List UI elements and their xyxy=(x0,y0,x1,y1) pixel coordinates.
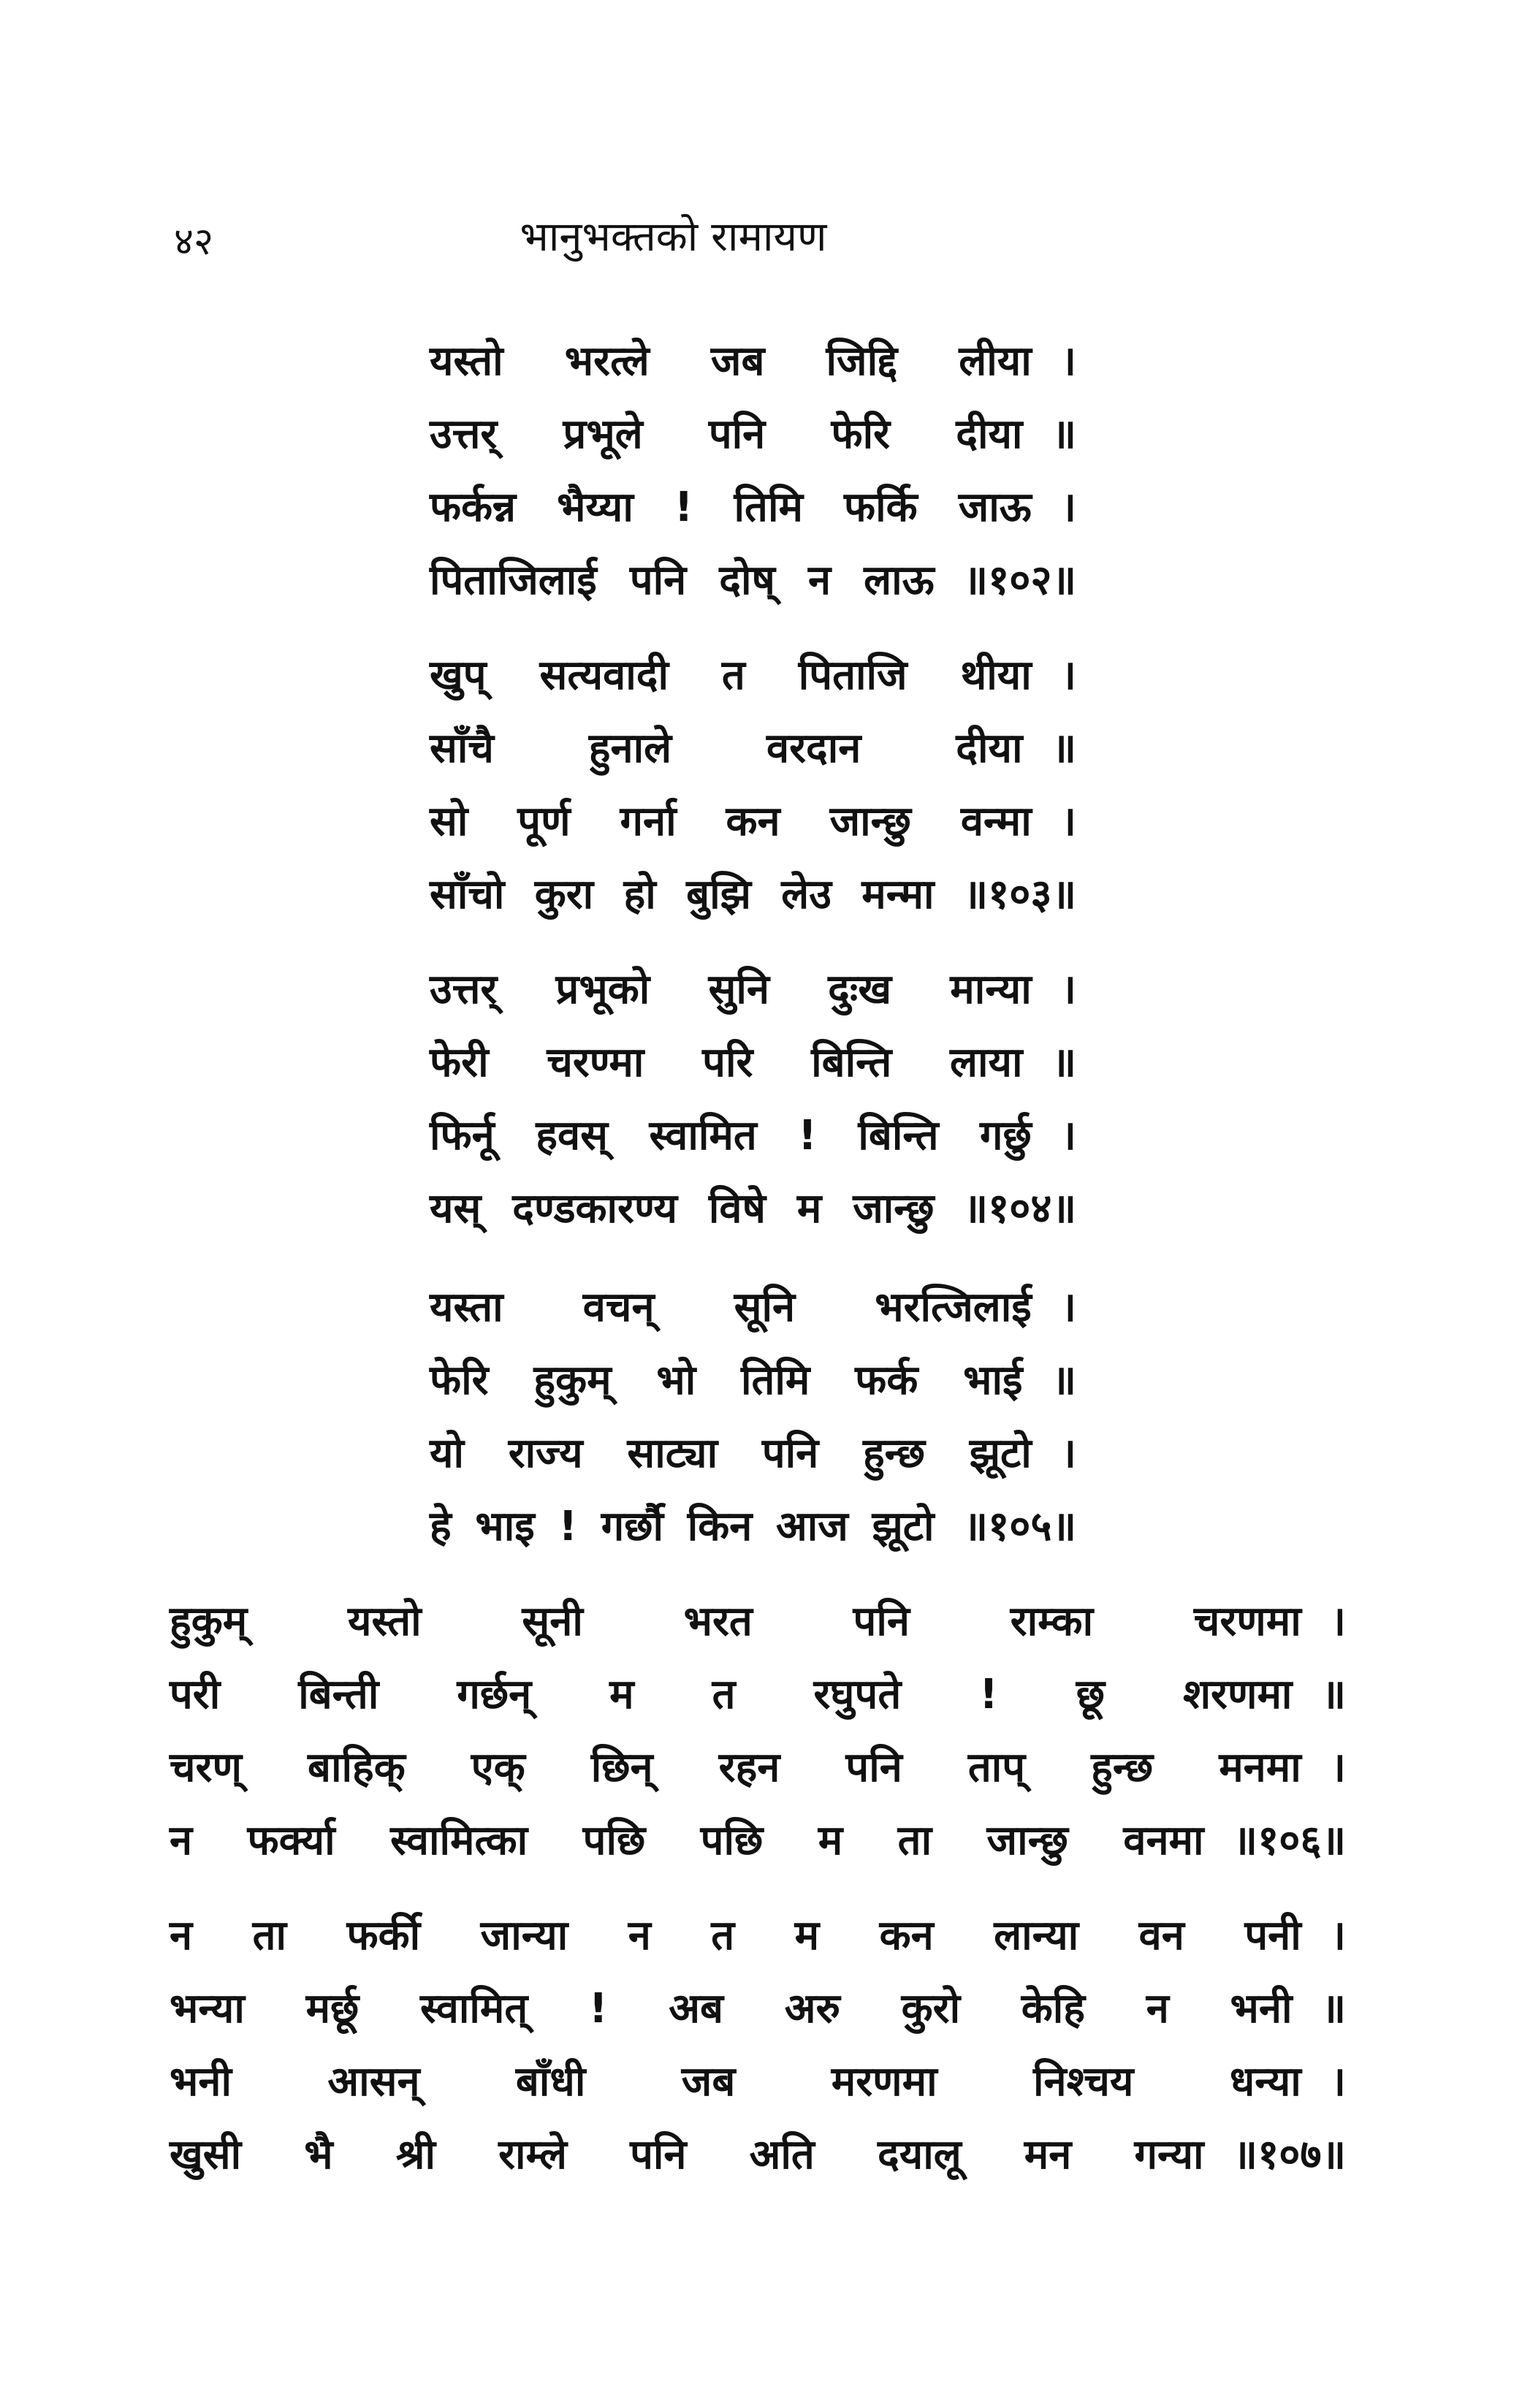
verse-danda: ॥ xyxy=(1051,725,1076,772)
verse-line xyxy=(170,1658,1346,1731)
verse-line xyxy=(430,712,1076,785)
verse-number: ॥१०४॥ xyxy=(963,1185,1076,1232)
verse-line xyxy=(430,544,1076,617)
verse-danda: । xyxy=(1330,1744,1346,1791)
stanza-102 xyxy=(430,325,1076,617)
verse-line xyxy=(430,325,1076,398)
verse-text: यस्तो भरत्ले जब जिद्दि लीया xyxy=(430,338,1032,385)
verse-danda: । xyxy=(1330,1598,1346,1645)
verse-text: सो पूर्ण गर्ना कन जान्छु वन्मा xyxy=(430,798,1032,845)
verse-text: खुप् सत्यवादी त पिताजि थीया xyxy=(430,652,1032,699)
verse-danda: । xyxy=(1060,1284,1076,1331)
verse-line xyxy=(430,1100,1076,1173)
stanza-107 xyxy=(170,1900,1346,2192)
running-title: भानुभक्तको रामायण xyxy=(520,213,827,261)
verse-danda: ॥ xyxy=(1321,1671,1346,1718)
verse-line xyxy=(430,471,1076,544)
verse-line xyxy=(430,785,1076,858)
verse-danda: ॥ xyxy=(1051,411,1076,458)
page-header xyxy=(0,212,1522,270)
verse-text: हुकुम् यस्तो सूनी भरत पनि राम्का चरणमा xyxy=(170,1598,1301,1645)
verse-danda: । xyxy=(1060,966,1076,1013)
verse-number: ॥१०७॥ xyxy=(1233,2131,1346,2179)
verse-danda: । xyxy=(1060,1112,1076,1159)
verse-line xyxy=(170,1900,1346,1973)
verse-number: ॥१०६॥ xyxy=(1233,1817,1346,1864)
stanza-106 xyxy=(170,1585,1346,1878)
verse-line xyxy=(170,2046,1346,2119)
verse-number: ॥१०५॥ xyxy=(963,1503,1076,1550)
verse-text: उत्तर् प्रभूले पनि फेरि दीया xyxy=(430,411,1023,458)
verse-text: साँचै हुनाले वरदान दीया xyxy=(430,725,1023,772)
verse-danda: । xyxy=(1330,1912,1346,1959)
verse-text: पिताजिलाई पनि दोष् न लाऊ xyxy=(430,557,935,604)
verse-line xyxy=(170,1973,1346,2046)
verse-text: न ता फर्की जान्या न त म कन लान्या वन पनी xyxy=(170,1912,1301,1959)
verse-text: फेरि हुकुम् भो तिमि फर्क भाई xyxy=(430,1357,1023,1404)
stanza-105 xyxy=(430,1271,1076,1563)
verse-text: यस् दण्डकारण्य विषे म जान्छु xyxy=(430,1185,935,1232)
verse-danda: । xyxy=(1330,2058,1346,2106)
verse-danda: ॥ xyxy=(1051,1039,1076,1086)
verse-line xyxy=(430,1490,1076,1563)
verse-text: भन्या मर्छू स्वामित् ! अब अरु कुरो केहि न भनी xyxy=(170,1985,1293,2032)
verse-text: फिर्नू हवस् स्वामित ! बिन्ति गर्छु xyxy=(430,1112,1032,1159)
verse-line xyxy=(170,1731,1346,1805)
verse-number: ॥१०२॥ xyxy=(963,557,1076,604)
verse-text: फेरी चरण्मा परि बिन्ति लाया xyxy=(430,1039,1023,1086)
verse-danda: । xyxy=(1060,1430,1076,1477)
stanza-103 xyxy=(430,639,1076,931)
verse-text: फर्कन्न भैय्या ! तिमि फर्कि जाऊ xyxy=(430,484,1032,531)
verse-text: परी बिन्ती गर्छन् म त रघुपते ! छू शरणमा xyxy=(170,1671,1293,1718)
verse-text: यो राज्य साट्या पनि हुन्छ झूटो xyxy=(430,1430,1032,1477)
verse-line xyxy=(430,1026,1076,1100)
verse-line xyxy=(170,2119,1346,2192)
stanza-104 xyxy=(430,953,1076,1246)
verse-text: हे भाइ ! गर्छौ किन आज झूटो xyxy=(430,1503,935,1550)
verse-danda: । xyxy=(1060,798,1076,845)
verse-line xyxy=(430,953,1076,1026)
verse-line xyxy=(430,858,1076,931)
verse-text: भनी आसन् बाँधी जब मरणमा निश्चय धन्या xyxy=(170,2058,1301,2106)
verse-danda: ॥ xyxy=(1321,1985,1346,2032)
verse-line xyxy=(430,398,1076,471)
verse-danda: ॥ xyxy=(1051,1357,1076,1404)
verse-danda: । xyxy=(1060,338,1076,385)
verse-text: साँचो कुरा हो बुझि लेउ मन्मा xyxy=(430,871,935,918)
verse-line xyxy=(430,1271,1076,1344)
page-number: ४२ xyxy=(174,220,214,264)
verse-text: खुसी भै श्री राम्ले पनि अति दयालू मन गन्या xyxy=(170,2131,1204,2179)
verse-line xyxy=(170,1805,1346,1878)
verse-danda: । xyxy=(1060,652,1076,699)
verse-line xyxy=(430,1417,1076,1490)
verse-line xyxy=(430,639,1076,712)
verse-text: यस्ता वचन् सूनि भरत्जिलाई xyxy=(430,1284,1032,1331)
verse-text: चरण् बाहिक् एक् छिन् रहन पनि ताप् हुन्छ मनमा xyxy=(170,1744,1301,1791)
verse-line xyxy=(430,1173,1076,1246)
verse-line xyxy=(170,1585,1346,1658)
verse-line xyxy=(430,1344,1076,1417)
verse-number: ॥१०३॥ xyxy=(963,871,1076,918)
verse-text: न फर्क्या स्वामित्का पछि पछि म ता जान्छु वनमा xyxy=(170,1817,1204,1864)
verse-danda: । xyxy=(1060,484,1076,531)
verse-text: उत्तर् प्रभूको सुनि दुःख मान्या xyxy=(430,966,1032,1013)
